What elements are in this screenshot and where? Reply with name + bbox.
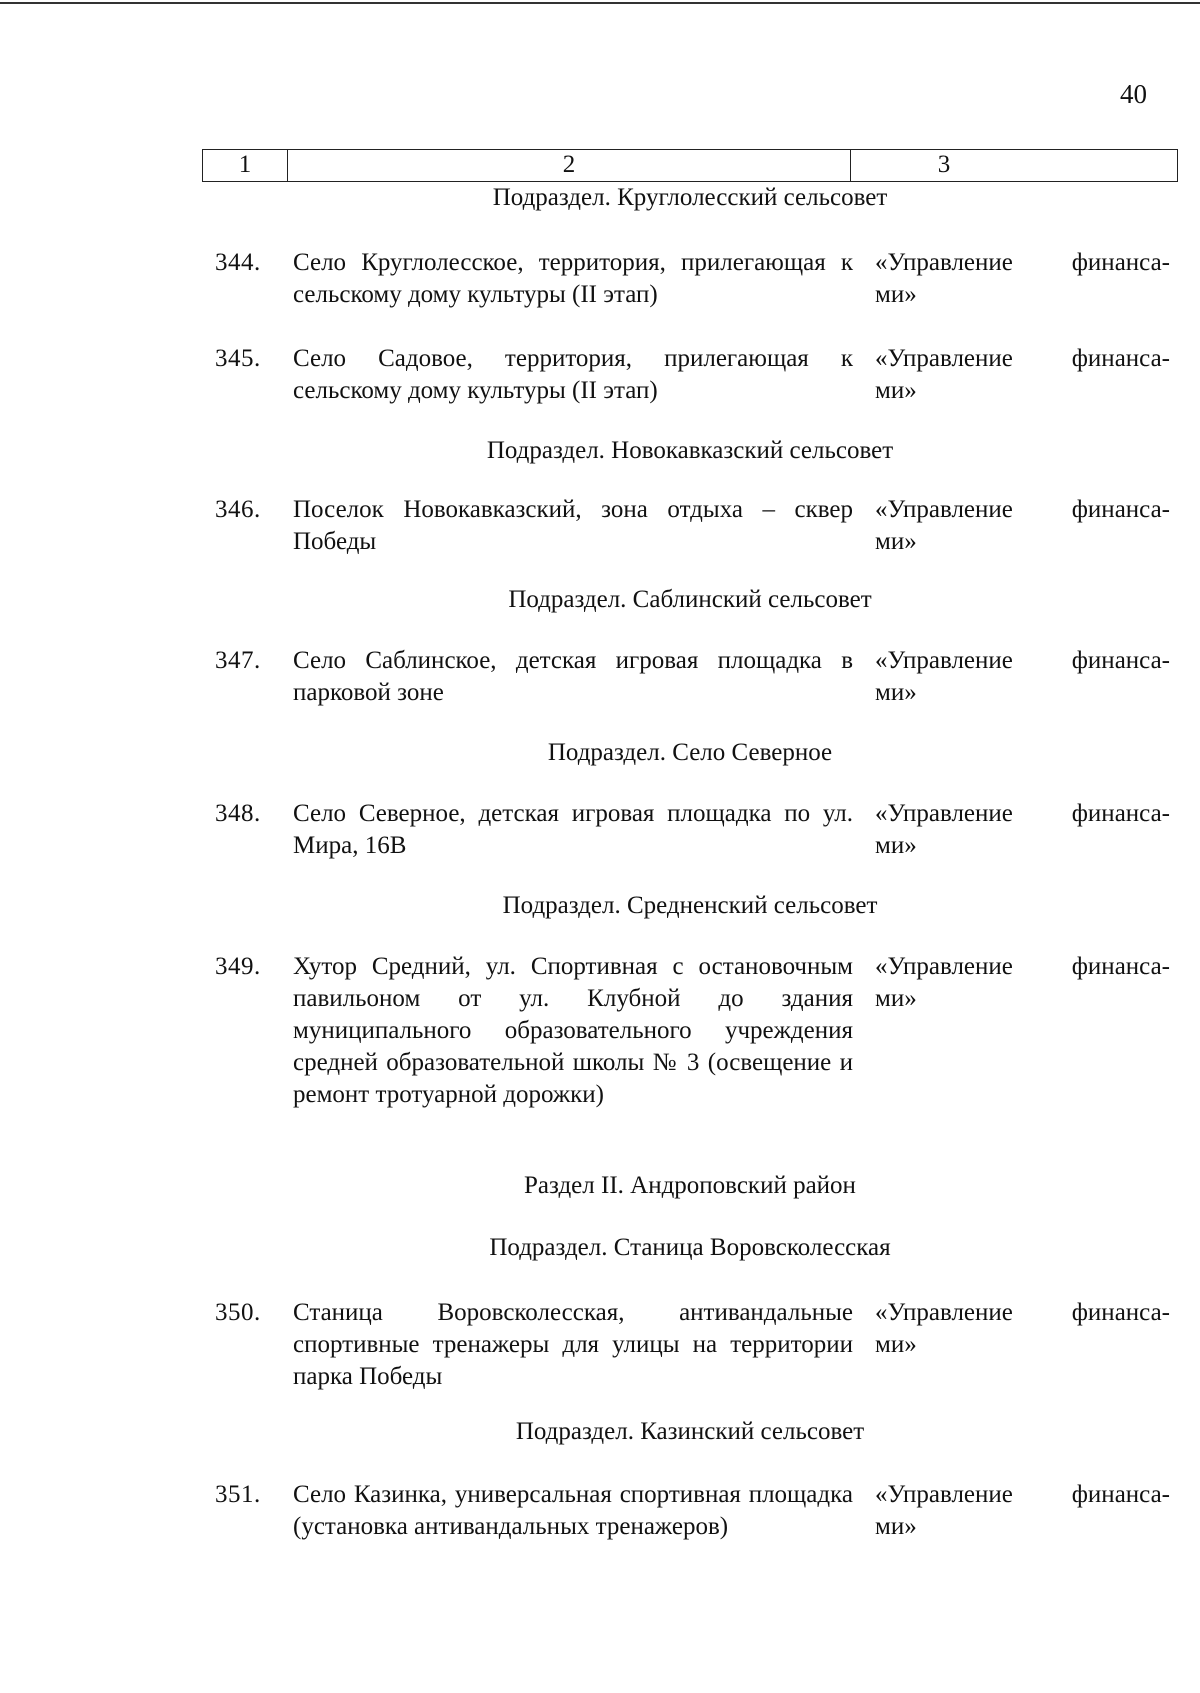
item-number: 346. (215, 496, 261, 523)
table-row (215, 247, 1170, 311)
item-number: 349. (215, 953, 261, 980)
column-header-1: 1 (203, 150, 288, 181)
page-number: 40 (1120, 79, 1147, 109)
responsible-word: «Управление (875, 496, 1013, 523)
item-number: 347. (215, 647, 261, 674)
subsection-heading: Подраздел. Саблинский сельсовет (508, 586, 872, 613)
responsible-word: «Управление (875, 953, 1013, 980)
responsible-word: «Управление (875, 647, 1013, 674)
responsible-word: финанса- (1071, 953, 1170, 980)
responsible-word: «Управление (875, 345, 1013, 372)
responsible-word: финанса- (1071, 249, 1170, 276)
column-header-3: 3 (937, 151, 951, 178)
responsible-word: «Управление (875, 1299, 1013, 1326)
responsible-word: финанса- (1071, 647, 1170, 674)
item-number: 345. (215, 345, 261, 372)
responsible-word: финанса- (1071, 345, 1170, 372)
item-responsible (853, 798, 1170, 862)
responsible-word: ми» (875, 679, 917, 706)
responsible-word: ми» (875, 281, 917, 308)
responsible-word: ми» (875, 1513, 917, 1540)
item-responsible (853, 951, 1170, 1111)
item-responsible (853, 645, 1170, 709)
item-description: Хутор Средний, ул. Спортивная с остановочным павильоном от ул. Клубной до здания муниципального образовательного учреждения средней образовательной школы № 3 (освещение и ремонт тротуарной дорожки) (293, 953, 853, 1108)
item-number: 351. (215, 1481, 261, 1508)
item-description: Село Северное, детская игровая площадка по ул. Мира, 16В (293, 800, 853, 859)
table-row (215, 343, 1170, 407)
table-row (215, 494, 1170, 558)
table-row (215, 951, 1170, 1111)
item-description: Село Круглолесское, территория, прилегающая к сельскому дому культуры (II этап) (293, 249, 853, 308)
item-number: 348. (215, 800, 261, 827)
responsible-word: «Управление (875, 800, 1013, 827)
table-row (215, 1297, 1170, 1393)
item-responsible (853, 247, 1170, 311)
responsible-word: финанса- (1071, 1299, 1170, 1326)
item-number: 350. (215, 1299, 261, 1326)
item-responsible (853, 1297, 1170, 1393)
table-row (215, 645, 1170, 709)
item-description: Село Садовое, территория, прилегающая к сельскому дому культуры (II этап) (293, 345, 853, 404)
item-description: Село Саблинское, детская игровая площадка в парковой зоне (293, 647, 853, 706)
subsection-heading: Подраздел. Станица Воровсколесская (489, 1234, 891, 1261)
subsection-heading: Подраздел. Круглолесский сельсовет (492, 184, 888, 211)
responsible-word: ми» (875, 377, 917, 404)
responsible-word: ми» (875, 832, 917, 859)
column-header-2: 2 (288, 150, 851, 181)
responsible-word: финанса- (1071, 496, 1170, 523)
item-responsible (853, 1479, 1170, 1543)
responsible-word: «Управление (875, 1481, 1013, 1508)
subsection-heading: Подраздел. Средненский сельсовет (502, 892, 878, 919)
subsection-heading: Подраздел. Село Северное (547, 739, 833, 766)
item-description: Село Казинка, универсальная спортивная площадка (установка антивандальных тренажеров) (293, 1481, 853, 1540)
responsible-word: «Управление (875, 249, 1013, 276)
table-row (215, 1479, 1170, 1543)
table-row (215, 798, 1170, 862)
responsible-word: ми» (875, 1331, 917, 1358)
responsible-word: ми» (875, 985, 917, 1012)
subsection-heading: Подраздел. Новокавказский сельсовет (486, 437, 894, 464)
item-description: Поселок Новокавказский, зона отдыха – сквер Победы (293, 496, 853, 555)
responsible-word: финанса- (1071, 800, 1170, 827)
item-responsible (853, 494, 1170, 558)
item-number: 344. (215, 249, 261, 276)
subsection-heading: Подраздел. Казинский сельсовет (515, 1418, 865, 1445)
item-responsible (853, 343, 1170, 407)
responsible-word: финанса- (1071, 1481, 1170, 1508)
responsible-word: ми» (875, 528, 917, 555)
section-heading: Раздел II. Андроповский район (524, 1172, 856, 1199)
item-description: Станица Воровсколесская, антивандальные спортивные тренажеры для улицы на территории парка Победы (293, 1299, 853, 1390)
